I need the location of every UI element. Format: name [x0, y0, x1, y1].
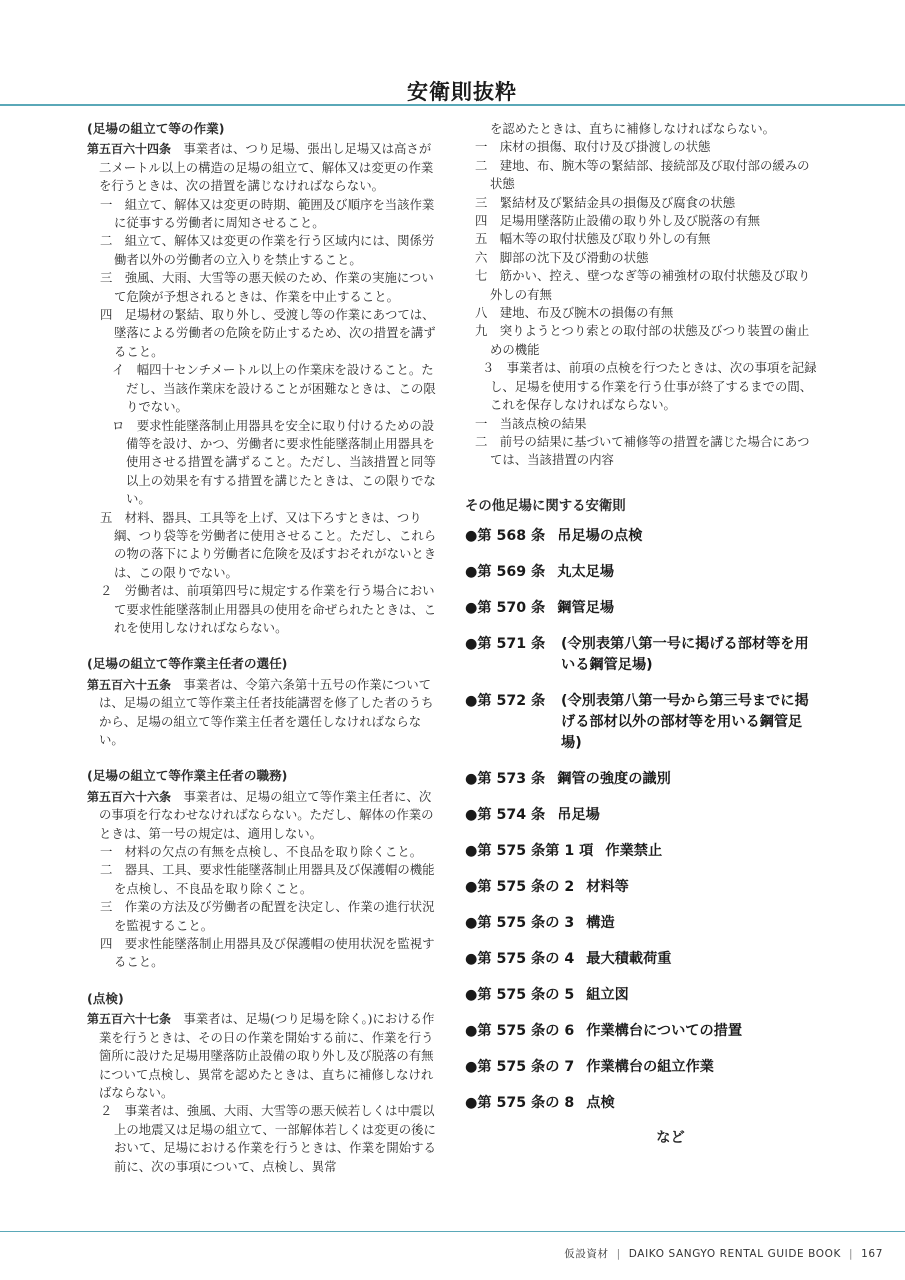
sub-item: イ 幅四十センチメートル以上の作業床を設けること。ただし、当該作業床を設けることが困難なときは、この限りでない。 [112, 362, 436, 415]
article-text [87, 140, 442, 195]
rule-name: 吊足場の点検 [557, 528, 643, 545]
list-item: 一 材料の欠点の有無を点検し、不良品を取り除くこと。 [100, 844, 423, 860]
list-item: 二 建地、布、腕木等の緊結部、接続部及び取付部の緩みの状態 [475, 157, 810, 192]
section-heading: (点検) [87, 990, 124, 1006]
rule-item-575-1 [465, 841, 820, 862]
list-item: 四 足場材の緊結、取り外し、受渡し等の作業にあつては、墜落による労働者の危険を防止するため、次の措置を講ずること。 [100, 307, 436, 359]
rule-list [465, 526, 820, 1114]
continued-text: を認めたときは、直ちに補修しなければならない。 [490, 121, 775, 136]
footer-category: 仮設資材 [564, 1248, 609, 1260]
rule-number: ●第 573 条 [465, 771, 546, 788]
rule-name: 構造 [586, 915, 615, 932]
list-item: 一 当該点検の結果 [475, 415, 587, 431]
rule-number: ●第 574 条 [465, 807, 546, 824]
rule-number: ●第 569 条 [465, 564, 546, 581]
list-item: 八 建地、布及び腕木の損傷の有無 [475, 305, 674, 321]
section-heading: (足場の組立て等作業主任者の職務) [87, 768, 288, 784]
rule-item-575-5 [465, 985, 820, 1006]
rule-number: ●第 572 条 [465, 693, 546, 710]
list-item: 三 緊結材及び緊結金具の損傷及び腐食の状態 [475, 194, 736, 210]
list-item: 七 筋かい、控え、壁つなぎ等の補強材の取付状態及び取り外しの有無 [475, 268, 811, 302]
article-body: 事業者は、令第六条第十五号の作業については、足場の組立て等作業主任者技能講習を修了した者のうちから、足場の組立て等作業主任者を選任しなければならない。 [99, 676, 434, 747]
rule-name: 鋼管の強度の識別 [557, 771, 671, 788]
section-564 [87, 120, 442, 637]
rule-item-575-6 [465, 1021, 820, 1042]
rule-name: (令別表第八第一号から第三号までに掲げる部材以外の部材等を用いる鋼管足場) [561, 693, 809, 752]
page-title-text: 安衛則抜粋 [407, 80, 517, 104]
rule-item-572 [465, 691, 820, 754]
rule-item-575-3 [465, 913, 820, 934]
rule-name: 作業構台についての措置 [586, 1023, 743, 1040]
rule-name: 丸太足場 [557, 564, 615, 581]
footer-separator: | [849, 1248, 854, 1260]
rule-item-575-2 [465, 877, 820, 898]
rule-number: ●第 575 条の 2 [465, 879, 575, 896]
page-footer [564, 1246, 883, 1261]
rule-number: ●第 575 条の 3 [465, 915, 575, 932]
list-item: 二 前号の結果に基づいて補修等の措置を講じた場合にあつては、当該措置の内容 [475, 433, 810, 468]
footer-separator: | [616, 1248, 621, 1260]
sub-item: ロ 要求性能墜落制止用器具を安全に取り付けるための設備等を設け、かつ、労働者に要求性能墜落制止用器具を使用させる措置を講ずること。ただし、当該措置と同等以上の効果を有する措置を講じたときは、この限りでない。 [112, 417, 436, 507]
list-item: 二 器具、工具、要求性能墜落制止用器具及び保護帽の機能を点検し、不良品を取り除くこと。 [100, 862, 435, 896]
rule-number: ●第 575 条の 8 [465, 1095, 575, 1112]
paragraph-3: ３ 事業者は、前項の点検を行つたときは、次の事項を記録し、足場を使用する作業を行う仕事が終了するまでの間、これを保存しなければならない。 [482, 360, 817, 413]
rule-item-569 [465, 562, 820, 583]
rule-item-568 [465, 526, 820, 547]
paragraph-2: ２ 労働者は、前項第四号に規定する作業を行う場合において要求性能墜落制止用器具の使用を命ぜられたときは、これを使用しなければならない。 [100, 583, 437, 635]
footer-book-title: DAIKO SANGYO RENTAL GUIDE BOOK [628, 1248, 842, 1260]
right-column [465, 120, 820, 1148]
rule-number: ●第 568 条 [465, 528, 546, 545]
rule-number: ●第 575 条の 5 [465, 987, 575, 1004]
list-item: 六 脚部の沈下及び滑動の状態 [475, 249, 649, 265]
list-item: 三 強風、大雨、大雪等の悪天候のため、作業の実施について危険が予想されるときは、作業を中止すること。 [100, 270, 434, 304]
rule-number: ●第 575 条第 1 項 [465, 843, 594, 860]
list-item: 一 組立て、解体又は変更の時期、範囲及び順序を当該作業に従事する労働者に周知させること。 [100, 196, 435, 231]
article-text [87, 1010, 442, 1102]
rule-name: 作業構台の組立作業 [586, 1059, 714, 1076]
rule-item-570 [465, 598, 820, 619]
article-text [87, 788, 442, 843]
article-number: 第五百六十五条 [87, 677, 172, 692]
paragraph-2: ２ 事業者は、強風、大雨、大雪等の悪天候若しくは中震以上の地震又は足場の組立て、一部解体若しくは変更の後において、足場における作業を行うときは、作業を開始する前に、次の事項について、点検し、異常 [100, 1103, 436, 1174]
etc-label: など [656, 1130, 685, 1147]
rule-number: ●第 571 条 [465, 636, 546, 653]
section-heading: (足場の組立て等作業主任者の選任) [87, 656, 288, 672]
page-number: 167 [861, 1248, 883, 1260]
rule-name: 鋼管足場 [557, 600, 615, 617]
article-body: 事業者は、つり足場、張出し足場又は高さが二メートル以上の構造の足場の組立て、解体又は変更の作業を行うときは、次の措置を講じなければならない。 [99, 141, 434, 194]
rule-name: 作業禁止 [605, 843, 663, 860]
article-body: 事業者は、足場(つり足場を除く。)における作業を行うときは、その日の作業を開始する前に、作業を行う箇所に設けた足場用墜落防止設備の取り外し及び脱落の有無について点検し、異常を認めたときは、直ちに補修しなければならない。 [99, 1011, 435, 1100]
section-heading: (足場の組立て等の作業) [87, 121, 225, 136]
rule-name: 材料等 [586, 879, 629, 896]
article-number: 第五百六十六条 [87, 789, 172, 804]
rule-name: (令別表第八第一号に掲げる部材等を用いる鋼管足場) [561, 636, 809, 674]
article-number: 第五百六十四条 [87, 142, 172, 157]
rule-name: 吊足場 [557, 807, 600, 824]
rule-number: ●第 575 条の 7 [465, 1059, 575, 1076]
list-item: 三 作業の方法及び労働者の配置を決定し、作業の進行状況を監視すること。 [100, 899, 435, 933]
rule-item-575-8 [465, 1093, 820, 1114]
rule-name: 最大積載荷重 [586, 951, 672, 968]
list-item: 九 突りようとつり索との取付部の状態及びつり装置の歯止めの機能 [475, 323, 810, 357]
section-565 [87, 655, 442, 749]
rule-number: ●第 575 条の 6 [465, 1023, 575, 1040]
list-item: 五 材料、器具、工具等を上げ、又は下ろすときは、つり綱、つり袋等を労働者に使用させること。ただし、これらの物の落下により労働者に危険を及ぼすおそれがないときは、この限りでない。 [100, 509, 437, 580]
article-body: 事業者は、足場の組立て等作業主任者に、次の事項を行なわせなければならない。ただし、解体の作業のときは、第一号の規定は、適用しない。 [99, 788, 434, 841]
rule-item-574 [465, 805, 820, 826]
list-item: 五 幅木等の取付状態及び取り外しの有無 [475, 231, 711, 247]
rule-number: ●第 575 条の 4 [465, 951, 575, 968]
page-title [0, 76, 905, 106]
footer-divider [0, 1231, 905, 1232]
other-rules-heading: その他足場に関する安衛則 [465, 498, 626, 514]
section-566 [87, 767, 442, 971]
rule-number: ●第 570 条 [465, 600, 546, 617]
rule-item-575-7 [465, 1057, 820, 1078]
title-divider [0, 104, 905, 106]
list-item: 二 組立て、解体又は変更の作業を行う区域内には、関係労働者以外の労働者の立入りを禁止すること。 [100, 233, 435, 267]
rule-item-571 [465, 634, 820, 676]
rule-name: 組立図 [586, 987, 629, 1004]
list-item: 四 要求性能墜落制止用器具及び保護帽の使用状況を監視すること。 [100, 936, 435, 970]
article-number: 第五百六十七条 [87, 1012, 172, 1027]
rule-item-575-4 [465, 949, 820, 970]
rule-item-573 [465, 769, 820, 790]
left-column [87, 120, 442, 1194]
list-item: 一 床材の損傷、取付け及び掛渡しの状態 [475, 139, 711, 155]
article-text [87, 676, 442, 750]
list-item: 四 足場用墜落防止設備の取り外し及び脱落の有無 [475, 213, 760, 229]
section-567 [87, 990, 442, 1176]
rule-name: 点検 [586, 1095, 615, 1112]
